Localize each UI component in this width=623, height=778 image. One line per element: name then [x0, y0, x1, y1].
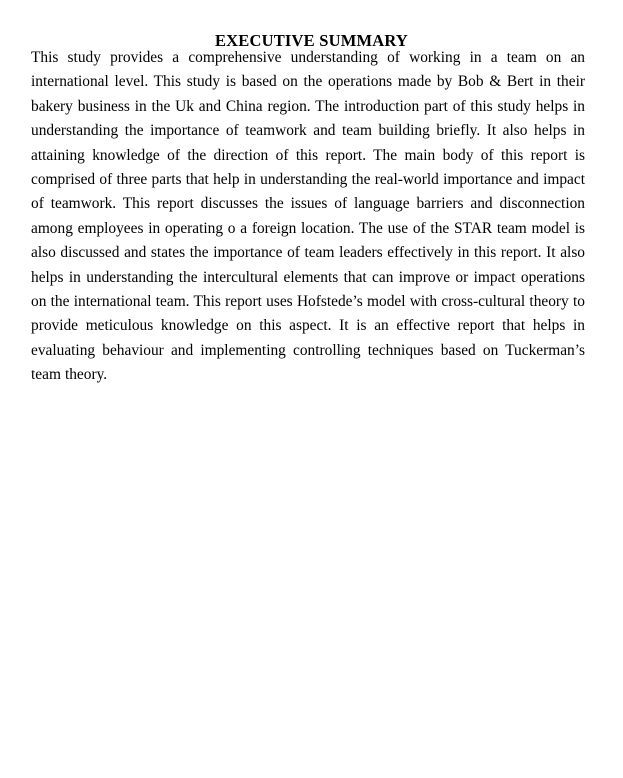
executive-summary-paragraph: This study provides a comprehensive understanding of working in a team on an international level. This study is based on the operations made by Bob & Bert in their bakery business in the Uk and China region. The introduction part of this study helps in understanding the importance of teamwork and team building briefly. It also helps in attaining knowledge of the direction of this report. The main body of this report is comprised of three parts that help in understanding the real-world importance and impact of teamwork. This report discusses the issues of language barriers and disconnection among employees in operating o a foreign location. The use of the STAR team model is also discussed and states the importance of team leaders effectively in this report. It also helps in understanding the intercultural elements that can improve or impact operations on the international team. This report uses Hofstede’s model with cross-cultural theory to provide meticulous knowledge on this aspect. It is an effective report that helps in evaluating behaviour and implementing controlling techniques based on Tuckerman’s team theory. — [31, 49, 585, 384]
document-body — [31, 46, 585, 388]
page-title: EXECUTIVE SUMMARY — [214, 31, 409, 51]
